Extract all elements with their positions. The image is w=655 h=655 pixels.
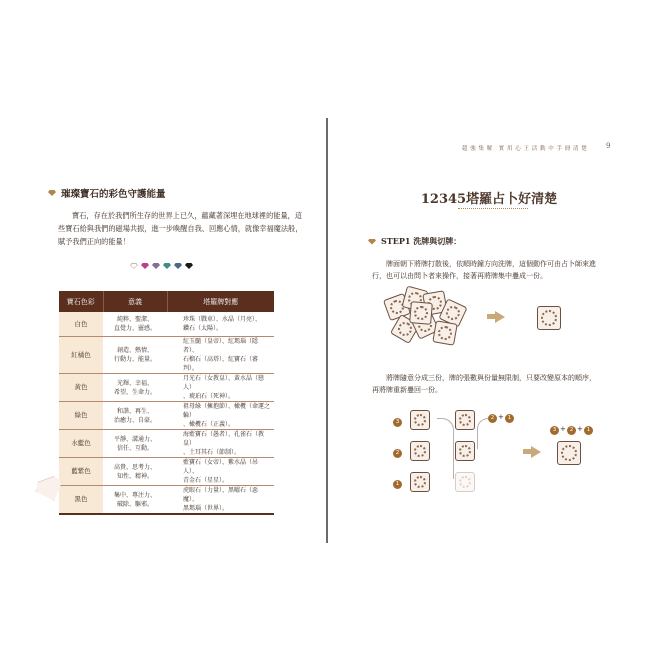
table-cell-color: 綠色 — [59, 402, 103, 430]
gem-swatch-icon — [174, 263, 182, 269]
arrow-right-icon — [531, 446, 541, 458]
badge-2-result: 2 — [567, 426, 576, 435]
tarot-card-back — [455, 441, 475, 461]
plus-sign: + — [560, 425, 566, 433]
table-cell-color: 藍紫色 — [59, 458, 103, 486]
title-ornament — [458, 208, 528, 212]
table-cell-meaning: 純粹、聖潔、 直覺力、靈感。 — [103, 312, 167, 337]
arrow-stem — [523, 449, 531, 454]
gem-swatch-icon — [185, 263, 193, 269]
table-cell-meaning: 和諧、再生、 治癒力、自豪。 — [103, 402, 167, 430]
table-cell-tarot: 珍珠（戰車）、水晶（月亮）、 鑽石（太陽）。 — [167, 312, 274, 337]
table-row — [59, 374, 274, 402]
tarot-card-faded — [455, 472, 475, 492]
table-cell-tarot: 祖母綠（擁抱節）、橄欖（命運之輪） 、橄欖石（正義）。 — [167, 402, 274, 430]
gem-swatch-icon — [130, 263, 138, 269]
section-title — [48, 186, 166, 200]
step1-title-text: STEP1 洗牌與切牌： — [381, 236, 462, 246]
gem-swatch-icon — [152, 263, 160, 269]
table-row — [59, 337, 274, 374]
stacked-deck — [537, 306, 561, 330]
page-number: 9 — [606, 142, 611, 150]
move-curve — [437, 418, 454, 479]
badge-2-small: 2 — [488, 414, 497, 423]
intro-paragraph: 寶石，存在於我們所生存的世界上已久，蘊藏著深埋在地球裡的能量，這些寶石給與我們的磁場共振，進一步喚醒自我、回應心情，就像幸福魔法般，賦予我們正向的能量！ — [58, 211, 303, 246]
badge-1-result: 1 — [584, 426, 593, 435]
badge-3-result: 3 — [550, 426, 559, 435]
table-cell-tarot: 紅玉髓（皇帝）、紅瑪瑙（隱者）、 石榴石（高塔）、紅寶石（審判）。 — [167, 337, 274, 374]
table-cell-color: 黑色 — [59, 486, 103, 515]
badge-3: 3 — [393, 418, 402, 427]
table-cell-color: 紅橘色 — [59, 337, 103, 374]
step1-title — [368, 236, 461, 247]
table-cell-meaning: 創造、熱情、 行動力、能量。 — [103, 337, 167, 374]
table-cell-meaning: 集中、專注力、 破除、驅邪。 — [103, 486, 167, 515]
section-title-text: 璀璨寶石的彩色守護能量 — [61, 189, 166, 200]
tarot-card-back — [410, 410, 430, 430]
table-header-row — [59, 291, 274, 312]
diamond-icon — [48, 190, 56, 196]
table-row — [59, 486, 274, 515]
table-header-color: 寶石色彩 — [59, 291, 103, 312]
table-cell-meaning: 平靜、溝通力、 信任、互動。 — [103, 430, 167, 458]
table-row — [59, 312, 274, 337]
table-cell-meaning: 光輝、幸福、 希望、生命力。 — [103, 374, 167, 402]
table-cell-tarot: 藍寶石（女帝）、紫水晶（吊人）、 青金石（星星）。 — [167, 458, 274, 486]
table-row — [59, 402, 274, 430]
arrow-right-icon — [495, 311, 505, 323]
table-cell-tarot: 海藍寶石（愚者）、孔雀石（教皇） 、土耳其石（節制）。 — [167, 430, 274, 458]
tarot-card-back — [410, 472, 430, 492]
table-row — [59, 458, 274, 486]
gem-swatch-icon — [141, 263, 149, 269]
table-cell-color: 黃色 — [59, 374, 103, 402]
gem-color-row — [130, 263, 193, 269]
shuffle-paragraph: 牌面朝下將牌打散後，依順時鐘方向洗牌，這個動作可由占卜師來進行，也可以由問卜者來操作，接著再將牌集中疊成一份。 — [372, 260, 596, 280]
recombined-deck — [557, 441, 581, 465]
tarot-card-back — [432, 320, 457, 345]
table-row — [59, 430, 274, 458]
table-header-meaning: 意義 — [103, 291, 167, 312]
tarot-card-back — [409, 301, 433, 325]
badge-1: 1 — [393, 480, 402, 489]
plus-sign: + — [498, 413, 504, 421]
move-curve — [477, 418, 488, 449]
shuffled-cards-illustration — [384, 288, 472, 350]
badge-1-small: 1 — [505, 414, 514, 423]
table-cell-color: 白色 — [59, 312, 103, 337]
table-cell-tarot: 月光石（女教皇）、黃水晶（戀人） 、琥珀石（死神）。 — [167, 374, 274, 402]
table-cell-color: 水藍色 — [59, 430, 103, 458]
gem-swatch-icon — [163, 263, 171, 269]
badge-2: 2 — [393, 449, 402, 458]
table-header-tarot: 塔羅牌對應 — [167, 291, 274, 312]
table-cell-tarot: 虎眼石（力量）、黑曜石（惡魔）、 黑瑪瑙（世界）。 — [167, 486, 274, 515]
running-header: 超 強 集 解 實 用 心 王 活 動 中 手 冊 清 楚 — [462, 146, 588, 152]
gem-color-table — [59, 291, 274, 515]
book-spine — [326, 118, 328, 543]
tarot-card-back — [410, 441, 430, 461]
plus-sign: + — [577, 425, 583, 433]
table-cell-meaning: 高貴、思考力、 知性、精神。 — [103, 458, 167, 486]
tarot-card-back — [455, 410, 475, 430]
diamond-icon — [368, 239, 376, 245]
arrow-stem — [487, 314, 495, 319]
page-title: 12345塔羅占卜好清楚 — [420, 192, 558, 207]
cut-paragraph: 將牌隨意分成三份，牌的張數與份量無限制，只要改變原本的順序，再將牌重新疊回一份。 — [372, 374, 596, 394]
